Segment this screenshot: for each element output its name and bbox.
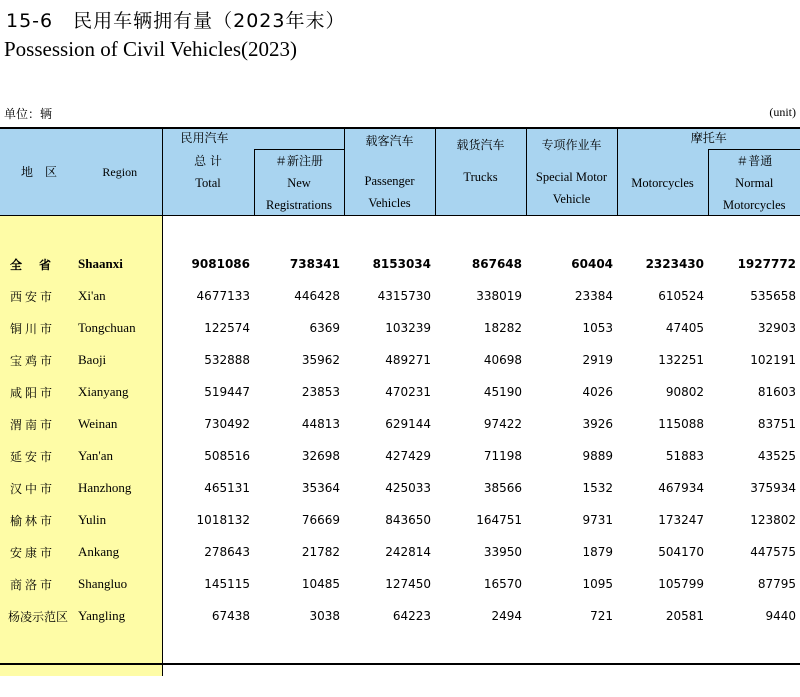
value-special: 1532	[582, 481, 614, 495]
spacer-row	[0, 216, 800, 248]
header-motorcycles	[617, 127, 800, 150]
value-trucks: 867648	[471, 257, 523, 271]
value-moto: 115088	[658, 417, 705, 431]
value-normal: 123802	[750, 513, 797, 527]
value-passenger: 242814	[385, 545, 432, 559]
value-new: 10485	[301, 577, 341, 591]
filler-cell	[78, 632, 162, 676]
header-total	[162, 150, 254, 217]
value-special: 60404	[571, 257, 614, 271]
value-passenger: 4315730	[377, 289, 432, 303]
filler-cell	[0, 632, 78, 676]
region-name-cn: 咸阳市	[0, 376, 78, 408]
value-special: 721	[590, 609, 614, 623]
data-cell	[162, 216, 254, 248]
value-passenger: 489271	[385, 353, 432, 367]
value-moto: 610524	[658, 289, 705, 303]
region-name-cn: 安康市	[0, 536, 78, 568]
region-name-cn: 杨凌示范区	[0, 600, 78, 632]
value-total: 730492	[162, 408, 254, 440]
header-spacer	[527, 156, 617, 166]
header-region-en: Region	[78, 127, 162, 216]
header-normal-cn: ＃普通	[736, 154, 773, 168]
value-trucks: 40698	[483, 353, 523, 367]
header-moto-cn: 摩托车	[690, 131, 727, 145]
value-total: 465131	[162, 472, 254, 504]
header-new-cn: ＃新注册	[275, 154, 324, 168]
data-cell	[254, 216, 344, 248]
value-total: 122574	[162, 312, 254, 344]
value-passenger: 8153034	[372, 257, 432, 271]
header-new-registrations	[254, 150, 344, 217]
region-name-en: Ankang	[78, 536, 162, 568]
region-name-en: Weinan	[78, 408, 162, 440]
header-spacer	[163, 194, 254, 216]
value-new: 35962	[301, 353, 341, 367]
table-row	[0, 568, 800, 600]
value-total: 1018132	[162, 504, 254, 536]
filler-cell	[617, 632, 708, 676]
value-trucks: 2494	[491, 609, 523, 623]
header-passenger-cn: 载客汽车	[365, 133, 414, 148]
region-name-en: Tongchuan	[78, 312, 162, 344]
value-passenger: 127450	[385, 577, 432, 591]
value-trucks: 18282	[483, 321, 523, 335]
region-name-en: Shangluo	[78, 568, 162, 600]
filler-cell	[344, 632, 435, 676]
value-special: 1095	[582, 577, 614, 591]
unit-label-cn: 单位：辆	[4, 107, 53, 121]
value-moto: 47405	[665, 321, 705, 335]
value-moto: 105799	[658, 577, 705, 591]
value-special: 4026	[582, 385, 614, 399]
value-special: 9889	[582, 449, 614, 463]
value-passenger: 470231	[385, 385, 432, 399]
value-trucks: 338019	[476, 289, 523, 303]
value-special: 1879	[582, 545, 614, 559]
table-row	[0, 600, 800, 632]
filler-cell	[254, 632, 344, 676]
value-new: 21782	[301, 545, 341, 559]
value-trucks: 38566	[483, 481, 523, 495]
value-passenger: 103239	[385, 321, 432, 335]
value-new: 3038	[309, 609, 341, 623]
data-cell	[617, 216, 708, 248]
filler-cell	[526, 632, 617, 676]
value-moto: 173247	[658, 513, 705, 527]
header-spacer	[618, 150, 708, 172]
value-new: 44813	[301, 417, 341, 431]
region-name-cn: 铜川市	[0, 312, 78, 344]
value-passenger: 425033	[385, 481, 432, 495]
header-passenger-en1: Passenger	[364, 173, 415, 188]
header-special-cn: 专项作业车	[541, 137, 602, 152]
header-passenger	[344, 127, 435, 216]
region-en-cell	[78, 216, 162, 248]
data-cell	[344, 216, 435, 248]
value-trucks: 33950	[483, 545, 523, 559]
value-trucks: 16570	[483, 577, 523, 591]
header-trucks-cn: 载货汽车	[456, 137, 505, 152]
header-passenger-en2: Vehicles	[368, 195, 411, 210]
table-row	[0, 344, 800, 376]
value-trucks: 71198	[483, 449, 523, 463]
value-total: 519447	[162, 376, 254, 408]
value-total: 67438	[162, 600, 254, 632]
value-new: 446428	[294, 289, 341, 303]
value-new: 76669	[301, 513, 341, 527]
value-moto: 504170	[658, 545, 705, 559]
header-total-cn: 总 计	[194, 153, 222, 168]
region-name-cn: 宝鸡市	[0, 344, 78, 376]
table-row	[0, 536, 800, 568]
header-normal-en1: Normal	[735, 176, 774, 190]
region-name-cn: 商洛市	[0, 568, 78, 600]
header-moto-total	[617, 150, 708, 217]
value-total: 9081086	[162, 248, 254, 280]
header-moto-en: Motorcycles	[631, 175, 694, 190]
region-name-cn: 汉中市	[0, 472, 78, 504]
region-name-cn: 延安市	[0, 440, 78, 472]
value-passenger: 64223	[392, 609, 432, 623]
vehicle-table	[0, 127, 800, 676]
header-new-en1: New	[287, 176, 311, 190]
value-normal: 43525	[757, 449, 797, 463]
table-row	[0, 376, 800, 408]
table-bottom-rule	[0, 663, 800, 665]
page-title-en: Possession of Civil Vehicles(2023)	[4, 37, 298, 61]
header-civil-vehicles: 民用汽车	[162, 127, 344, 150]
value-new: 32698	[301, 449, 341, 463]
header-trucks-en: Trucks	[463, 169, 498, 184]
table-top-rule	[0, 127, 800, 129]
value-trucks: 97422	[483, 417, 523, 431]
region-name-cn: 全省	[0, 248, 78, 280]
value-new: 23853	[301, 385, 341, 399]
page-title-cn: 15-6 民用车辆拥有量（2023年末）	[6, 10, 346, 32]
value-new: 35364	[301, 481, 341, 495]
filler-cell	[708, 632, 800, 676]
value-total: 278643	[162, 536, 254, 568]
value-normal: 535658	[750, 289, 797, 303]
table-row	[0, 408, 800, 440]
data-cell	[708, 216, 800, 248]
value-special: 2919	[582, 353, 614, 367]
region-name-en: Yangling	[78, 600, 162, 632]
value-passenger: 427429	[385, 449, 432, 463]
region-cn-cell	[0, 216, 78, 248]
table-row	[0, 440, 800, 472]
header-special-en2: Vehicle	[552, 191, 591, 206]
value-normal: 83751	[757, 417, 797, 431]
value-new: 738341	[289, 257, 341, 271]
table-row-total	[0, 248, 800, 280]
header-spacer	[345, 152, 435, 170]
header-spacer	[436, 188, 526, 210]
header-total-en: Total	[195, 175, 221, 190]
table-row	[0, 504, 800, 536]
header-bottom-rule	[0, 215, 800, 216]
data-cell	[435, 216, 526, 248]
region-name-en: Baoji	[78, 344, 162, 376]
value-total: 145115	[162, 568, 254, 600]
header-region-cn: 地 区	[0, 127, 78, 216]
value-normal: 375934	[750, 481, 797, 495]
region-name-cn: 西安市	[0, 280, 78, 312]
data-cell	[526, 216, 617, 248]
value-new: 6369	[309, 321, 341, 335]
value-moto: 2323430	[645, 257, 705, 271]
region-name-en: Xi'an	[78, 280, 162, 312]
region-name-en: Shaanxi	[78, 248, 162, 280]
region-name-en: Xianyang	[78, 376, 162, 408]
value-passenger: 843650	[385, 513, 432, 527]
region-name-cn: 渭南市	[0, 408, 78, 440]
unit-label-en: (unit)	[769, 105, 796, 119]
value-moto: 132251	[658, 353, 705, 367]
value-normal: 102191	[750, 353, 797, 367]
filler-cell	[435, 632, 526, 676]
value-moto: 467934	[658, 481, 705, 495]
value-normal: 9440	[765, 609, 797, 623]
value-total: 508516	[162, 440, 254, 472]
table-body	[0, 216, 800, 676]
value-special: 9731	[582, 513, 614, 527]
table-row	[0, 280, 800, 312]
value-trucks: 164751	[476, 513, 523, 527]
value-moto: 51883	[665, 449, 705, 463]
value-special: 1053	[582, 321, 614, 335]
header-special-en1: Special Motor	[535, 169, 608, 184]
value-normal: 1927772	[737, 257, 797, 271]
header-spacer	[436, 156, 526, 166]
value-total: 532888	[162, 344, 254, 376]
value-special: 3926	[582, 417, 614, 431]
region-name-cn: 榆林市	[0, 504, 78, 536]
region-name-en: Yan'an	[78, 440, 162, 472]
header-trucks	[435, 127, 526, 216]
value-moto: 20581	[665, 609, 705, 623]
value-normal: 447575	[750, 545, 797, 559]
value-normal: 32903	[757, 321, 797, 335]
table-header	[0, 127, 800, 216]
value-special: 23384	[574, 289, 614, 303]
region-name-en: Hanzhong	[78, 472, 162, 504]
header-new-en2: Registrations	[266, 198, 332, 212]
value-trucks: 45190	[483, 385, 523, 399]
value-passenger: 629144	[385, 417, 432, 431]
filler-cell	[162, 632, 254, 676]
header-normal-motorcycles	[708, 150, 800, 217]
value-normal: 81603	[757, 385, 797, 399]
value-moto: 90802	[665, 385, 705, 399]
header-special	[526, 127, 617, 216]
header-normal-en2: Motorcycles	[723, 198, 786, 212]
filler-row	[0, 632, 800, 676]
table-row	[0, 312, 800, 344]
value-total: 4677133	[162, 280, 254, 312]
table-row	[0, 472, 800, 504]
region-name-en: Yulin	[78, 504, 162, 536]
value-normal: 87795	[757, 577, 797, 591]
